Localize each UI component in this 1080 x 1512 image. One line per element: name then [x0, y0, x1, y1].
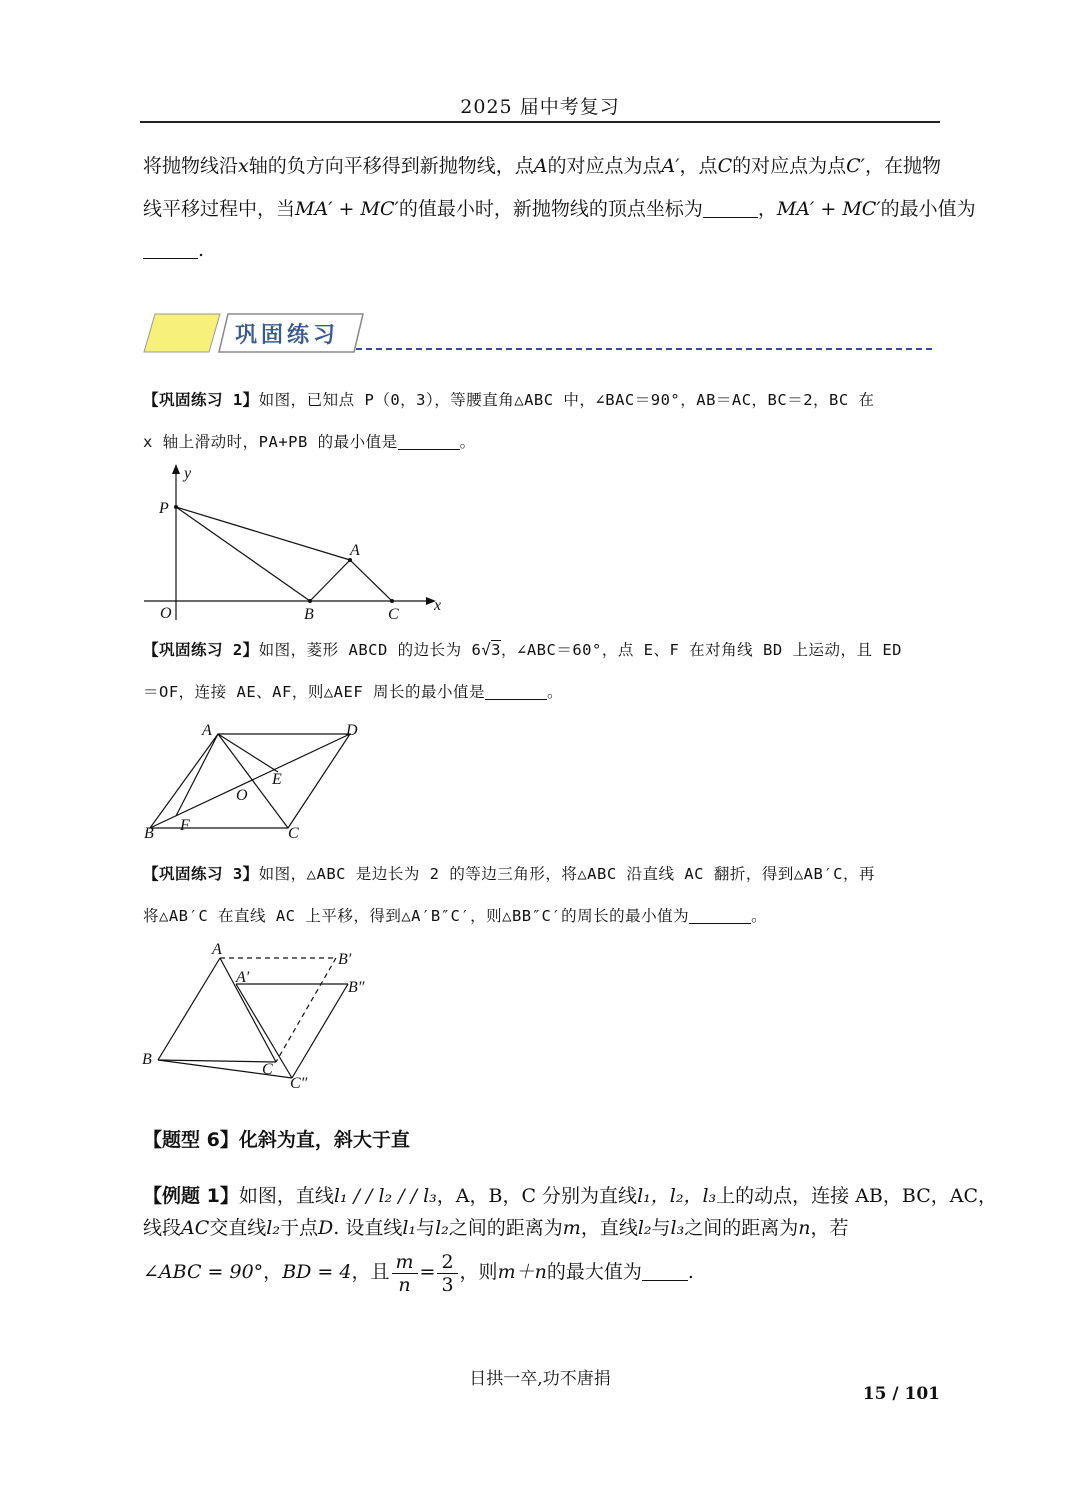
exercise-1-figure — [140, 462, 450, 622]
section-highlight-box — [143, 313, 221, 353]
answer-blank — [143, 241, 198, 259]
sqrt-sign: √ — [481, 641, 492, 659]
exercise-3-line-2: 将△AB′C 在直线 AC 上平移，得到△A′B″C′，则△BB″C′的周长的最小值为 。 — [143, 907, 768, 925]
label-B: B — [142, 1051, 152, 1068]
segment-PA — [176, 507, 350, 560]
segment-B-prime-C — [276, 958, 336, 1062]
answer-blank — [485, 682, 547, 700]
segment-AF — [176, 734, 218, 816]
footer-motto: 日拱一卒,功不唐捐 — [469, 1369, 611, 1389]
fraction-2-over-3: $\frac{2}{3}$ — [437, 1251, 457, 1296]
exercise-3-line-1: 【巩固练习 3】如图，△ABC 是边长为 2 的等边三角形，将△ABC 沿直线 AC 翻折，得到△AB′C，再 — [143, 865, 875, 883]
segment-AB — [310, 560, 350, 601]
diagonal-BD — [150, 734, 350, 828]
label-A: A — [350, 542, 360, 559]
label-A: A — [202, 722, 212, 739]
label-A: A — [212, 941, 222, 958]
answer-blank — [642, 1263, 688, 1281]
exercise-3-figure — [140, 938, 390, 1090]
label-y: y — [184, 465, 192, 482]
point-B — [308, 599, 312, 603]
segment-AC — [350, 560, 392, 601]
example-1-line-3: ∠ABC = 90°，BD = 4，且 $\frac{m}{n}$ = $\frac{2}{3}$ ，则m＋n的最大值为 . — [143, 1250, 694, 1296]
label-B-prime: B′ — [338, 951, 352, 968]
label-O: O — [160, 605, 172, 622]
label-A-prime: A′ — [236, 969, 250, 986]
label-C: C — [388, 606, 399, 622]
label-B: B — [144, 825, 154, 842]
label-C-dprime: C″ — [290, 1075, 308, 1090]
section-dashed-rule — [356, 348, 932, 350]
label-D: D — [346, 722, 358, 739]
exercise-1-line-1: 【巩固练习 1】如图，已知点 P（0，3），等腰直角△ABC 中，∠BAC＝90°，AB＝AC，BC＝2，BC 在 — [143, 391, 875, 409]
label-x: x — [434, 597, 442, 614]
label-C: C — [262, 1061, 273, 1078]
answer-blank — [398, 432, 460, 450]
segment-AE — [218, 734, 278, 772]
answer-blank — [703, 200, 758, 218]
intro-line-2: 线平移过程中，当MA′ + MC′的值最小时，新抛物线的顶点坐标为 ，MA′ + MC′的最小值为 — [143, 198, 976, 220]
type-6-heading: 【题型 6】化斜为直，斜大于直 — [143, 1129, 410, 1151]
y-axis-arrow — [172, 464, 180, 474]
segment-B-dprime-C-dprime — [292, 984, 348, 1078]
answer-blank — [689, 906, 751, 924]
label-E: E — [272, 771, 282, 788]
intro-line-3: . — [143, 238, 943, 262]
segment-PB — [176, 507, 310, 601]
example-1-line-1: 【例题 1】如图，直线l₁ / / l₂ / / l₃，A，B，C 分别为直线l₁，l₂，l₃上的动点，连接 AB，BC，AC， — [143, 1185, 997, 1207]
exercise-2-line-1: 【巩固练习 2】如图，菱形 ABCD 的边长为 6√3，∠ABC＝60°，点 E、F 在对角线 BD 上运动，且 ED — [143, 641, 902, 659]
exercise-2-line-2: ＝OF，连接 AE、AF，则△AEF 周长的最小值是 。 — [143, 683, 563, 701]
label-P: P — [159, 500, 169, 517]
header-divider — [140, 121, 940, 123]
segment-BC — [158, 1060, 276, 1062]
label-O: O — [236, 787, 248, 804]
example-1-line-2: 线段AC交直线l₂于点D. 设直线l₁与l₂之间的距离为m，直线l₂与l₃之间的距离为n，若 — [143, 1217, 849, 1239]
label-B-dprime: B″ — [348, 979, 365, 996]
section-title: 巩固练习 — [235, 323, 340, 348]
fraction-m-over-n: $\frac{m}{n}$ — [392, 1251, 418, 1296]
segment-AB — [158, 958, 220, 1060]
point-C — [390, 599, 394, 603]
intro-line-1: 将抛物线沿x轴的负方向平移得到新抛物线，点A的对应点为点A′，点C的对应点为点C′，在抛物 — [143, 155, 941, 177]
exercise-2-figure — [140, 716, 380, 844]
page-number: 15 / 101 — [862, 1384, 940, 1404]
label-F: F — [180, 817, 190, 834]
point-P — [174, 505, 178, 509]
label-C: C — [288, 825, 299, 842]
label-B: B — [304, 606, 314, 622]
exercise-1-line-2: x 轴上滑动时，PA+PB 的最小值是 。 — [143, 433, 476, 451]
page-header-title: 2025 届中考复习 — [460, 96, 620, 118]
